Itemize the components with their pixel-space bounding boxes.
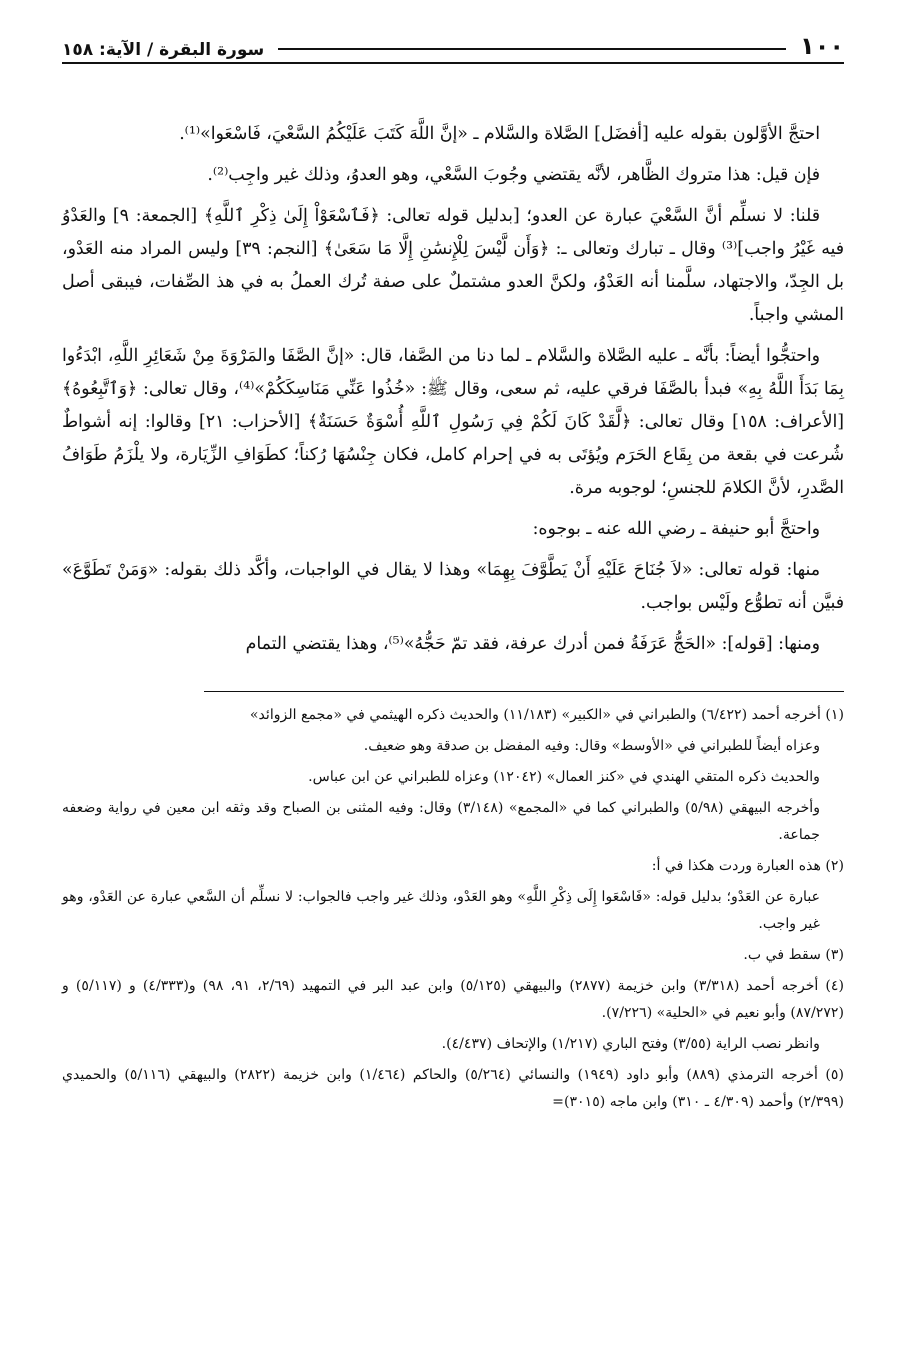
- footnote-continuation: وانظر نصب الراية (٣/٥٥) وفتح الباري (١/٢١٧) والإتحاف (٤/٤٣٧).: [441, 1036, 820, 1052]
- paragraph: ومنها: [قوله]: «الحَجُّ عَرَفَةُ فمن أدرك عرفة، فقد تمّ حَجُّهُ»⁽⁵⁾، وهذا يقتضي التمام: [245, 634, 820, 654]
- footnote-continuation: وعزاه أيضاً للطبراني في «الأوسط» وقال: وفيه المفضل بن صدقة وهو ضعيف.: [363, 738, 820, 754]
- paragraph: منها: قوله تعالى: «لاَ جُنَاحَ عَلَيْهِ أَنْ يَطَّوَّفَ بِهِمَا» وهذا لا يقال في الواجبات، وأكَّد ذلك بقوله: «وَمَنْ تَطَوَّعَ» فبيَّن أنه تطوُّع ولَيْس بواجب.: [62, 560, 844, 613]
- footnote: (٤) أخرجه أحمد (٣/٣١٨) وابن خزيمة (٢٨٧٧) والبيهقي (٥/١٢٥) وابن عبد البر في التمهيد (٢/٦٩، ٩١، ٩٨) و(٤/٣٣٣) و (٥/١١٧) و (٨٧/٢٧٢) وأبو نعيم في «الحلية» (٧/٢٢٦).: [62, 978, 844, 1021]
- paragraph: فإن قيل: هذا متروك الظَّاهر، لأنَّه يقتضي وجُوبَ السَّعْي، وهو العدوُ، وذلك غير واجِب⁽²⁾.: [207, 165, 820, 185]
- page-number: ١٠٠: [800, 32, 844, 60]
- footnote: (٥) أخرجه الترمذي (٨٨٩) وأبو داود (١٩٤٩) والنسائي (٥/٢٦٤) والحاكم (١/٤٦٤) وابن خزيمة (٢٨٢٢) والبيهقي (٥/١١٦) والحميدي (٢/٣٩٩) وأحمد (٤/٣٠٩ ـ ٣١٠) وابن ماجه (٣٠١٥)=: [62, 1067, 844, 1110]
- page: [62, 26, 844, 1120]
- running-header: [62, 26, 844, 64]
- paragraph: واحتجُّوا أيضاً: بأنَّه ـ عليه الصَّلاة والسَّلام ـ لما دنا من الصَّفا، قال: «إنَّ الصَّفَا والمَرْوَةَ مِنْ شَعَائِرِ اللَّهِ، ابْدَءُوا بِمَا بَدَأَ اللَّهُ بِهِ» فبدأ بالصَّفَا فرقي عليه، ثم سعى، وقال ﷺ: «خُذُوا عَنِّي مَنَاسِكَكُمْ»⁽⁴⁾، وقال تعالى: ﴿وَٱتَّبِعُوهُ﴾ [الأعراف: ١٥٨] وقال تعالى: ﴿لَّقَدْ كَانَ لَكُمْ فِي رَسُولِ ٱللَّهِ أُسْوَةٌ حَسَنَةٌ﴾ [الأحزاب: ٢١] وقالوا: إنه أشواطٌ شُرعت في بقعة من بِقَاع الحَرَم ويُؤتَى به في إحرام كامل، فكان جِنْسُهَا رُكناً؛ كطَوَافِ الزِّيَارة، ولا يلْزَمُ طَوَافُ الصَّدرِ، لأنَّ الكلامَ للجنسِ؛ لوجوبه مرة.: [62, 346, 844, 498]
- footnote: (١) أخرجه أحمد (٦/٤٢٢) والطبراني في «الكبير» (١١/١٨٣) والحديث ذكره الهيثمي في «مجمع الزوائد»: [249, 707, 844, 723]
- footnotes: [62, 702, 844, 1116]
- footnote-continuation: والحديث ذكره المتقي الهندي في «كنز العمال» (١٢٠٤٢) وعزاه للطبراني عن ابن عباس.: [308, 769, 820, 785]
- footnote-continuation: وأخرجه البيهقي (٥/٩٨) والطبراني كما في «المجمع» (٣/١٤٨) وقال: وفيه المثنى بن الصباح وقد وثقه ابن معين في رواية وضعفه جماعة.: [62, 800, 821, 843]
- footnote-separator: [204, 691, 844, 692]
- chapter-title: سورة البقرة / الآية: ١٥٨: [62, 40, 265, 60]
- paragraph: واحتجَّ أبو حنيفة ـ رضي الله عنه ـ بوجوه:: [532, 519, 820, 539]
- paragraph: قلنا: لا نسلِّم أنَّ السَّعْيَ عبارة عن العدو؛ [بدليل قوله تعالى: ﴿فَٱسْعَوْاْ إِلَىٰ ذِكْرِ ٱللَّهِ﴾ [الجمعة: ٩] والعَدْوُ فيه غَيْرُ واجب]⁽³⁾ وقال ـ تبارك وتعالى ـ: ﴿وَأَن لَّيْسَ لِلْإِنسَٰنِ إِلَّا مَا سَعَىٰ﴾ [النجم: ٣٩] وليس المراد منه العَدْو، بل الجِدّ، والاجتهاد، سلَّمنا أنه العَدْوُ، ولكنَّ العدو مشتملٌ على صفة تُرك العملُ به في هذ الصِّفات، فيبقى أصل المشي واجباً.: [62, 206, 844, 325]
- paragraph: احتجَّ الأوَّلون بقوله عليه [أفضَل] الصَّلاة والسَّلام ـ «إنَّ اللَّهَ كَتَبَ عَلَيْكُمُ السَّعْيَ، فَاسْعَوا»⁽¹⁾.: [179, 124, 820, 144]
- main-text: [62, 118, 844, 661]
- footnote: (٢) هذه العبارة وردت هكذا في أ:: [651, 858, 844, 874]
- footnote-continuation: عبارة عن العَدْو؛ بدليل قوله: «فَاسْعَوا إِلَى ذِكْرِ اللَّهِ» وهو العَدْو، وذلك غير واجب فالجواب: لا نسلِّم أن السَّعي عبارة عن العَدْو، وهو غير واجب.: [62, 889, 820, 932]
- header-rule: [278, 48, 786, 50]
- footnote: (٣) سقط في ب.: [743, 947, 844, 963]
